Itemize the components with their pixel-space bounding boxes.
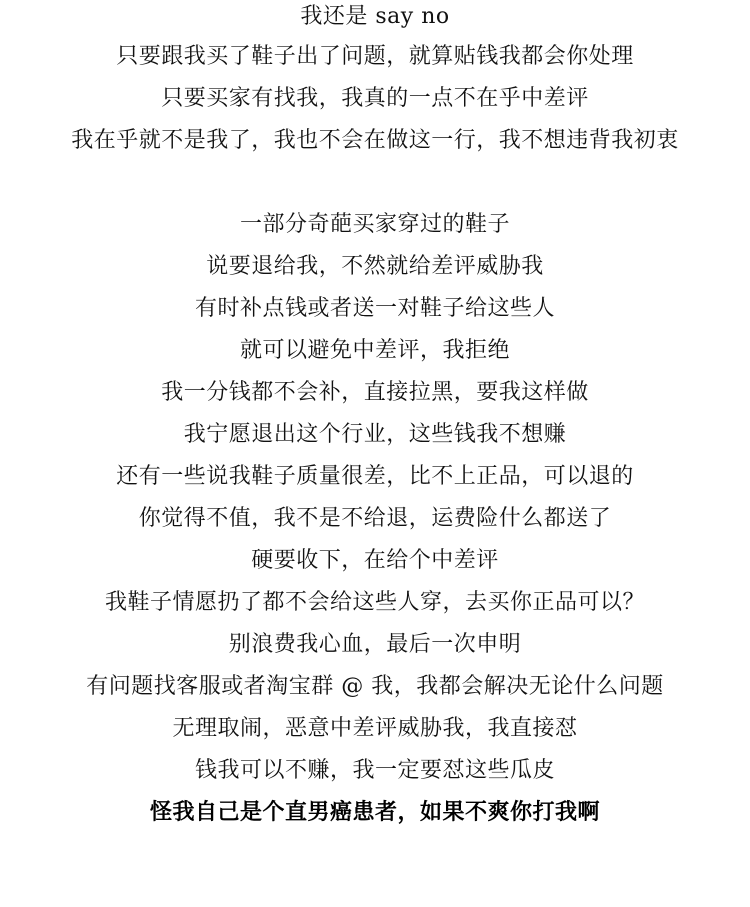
- text-line-6: 说要退给我，不然就给差评威胁我: [206, 254, 544, 279]
- text-line-14: 我鞋子情愿扔了都不会给这些人穿，去买你正品可以？: [104, 590, 645, 615]
- text-line-17: 无理取闹，恶意中差评威胁我，我直接怼: [172, 716, 578, 741]
- text-line-9: 我一分钱都不会补，直接拉黑，要我这样做: [161, 380, 589, 405]
- text-line-10: 我宁愿退出这个行业，这些钱我不想赚: [183, 422, 567, 447]
- text-line-12: 你觉得不值，我不是不给退，运费险什么都送了: [138, 506, 612, 531]
- text-line-2: 只要跟我买了鞋子出了问题，就算贴钱我都会你处理: [116, 44, 634, 69]
- text-line-7: 有时补点钱或者送一对鞋子给这些人: [194, 296, 555, 321]
- text-line-18: 钱我可以不赚，我一定要怼这些瓜皮: [194, 758, 555, 783]
- text-line-15: 别浪费我心血，最后一次申明: [228, 632, 522, 657]
- text-line-16: 有问题找客服或者淘宝群 @ 我，我都会解决无论什么问题: [86, 674, 664, 699]
- text-line-13: 硬要收下，在给个中差评: [251, 548, 499, 573]
- text-line-11: 还有一些说我鞋子质量很差，比不上正品，可以退的: [116, 464, 634, 489]
- text-line-4: 我在乎就不是我了，我也不会在做这一行，我不想违背我初衷: [71, 128, 679, 153]
- text-line-8: 就可以避免中差评，我拒绝: [239, 338, 510, 363]
- text-line-5: 一部分奇葩买家穿过的鞋子: [239, 212, 510, 237]
- text-line-3: 只要买家有找我，我真的一点不在乎中差评: [161, 86, 589, 111]
- text-line-1: 我还是 say no: [300, 4, 450, 29]
- text-line-19-bold: 怪我自己是个直男癌患者，如果不爽你打我啊: [149, 800, 600, 825]
